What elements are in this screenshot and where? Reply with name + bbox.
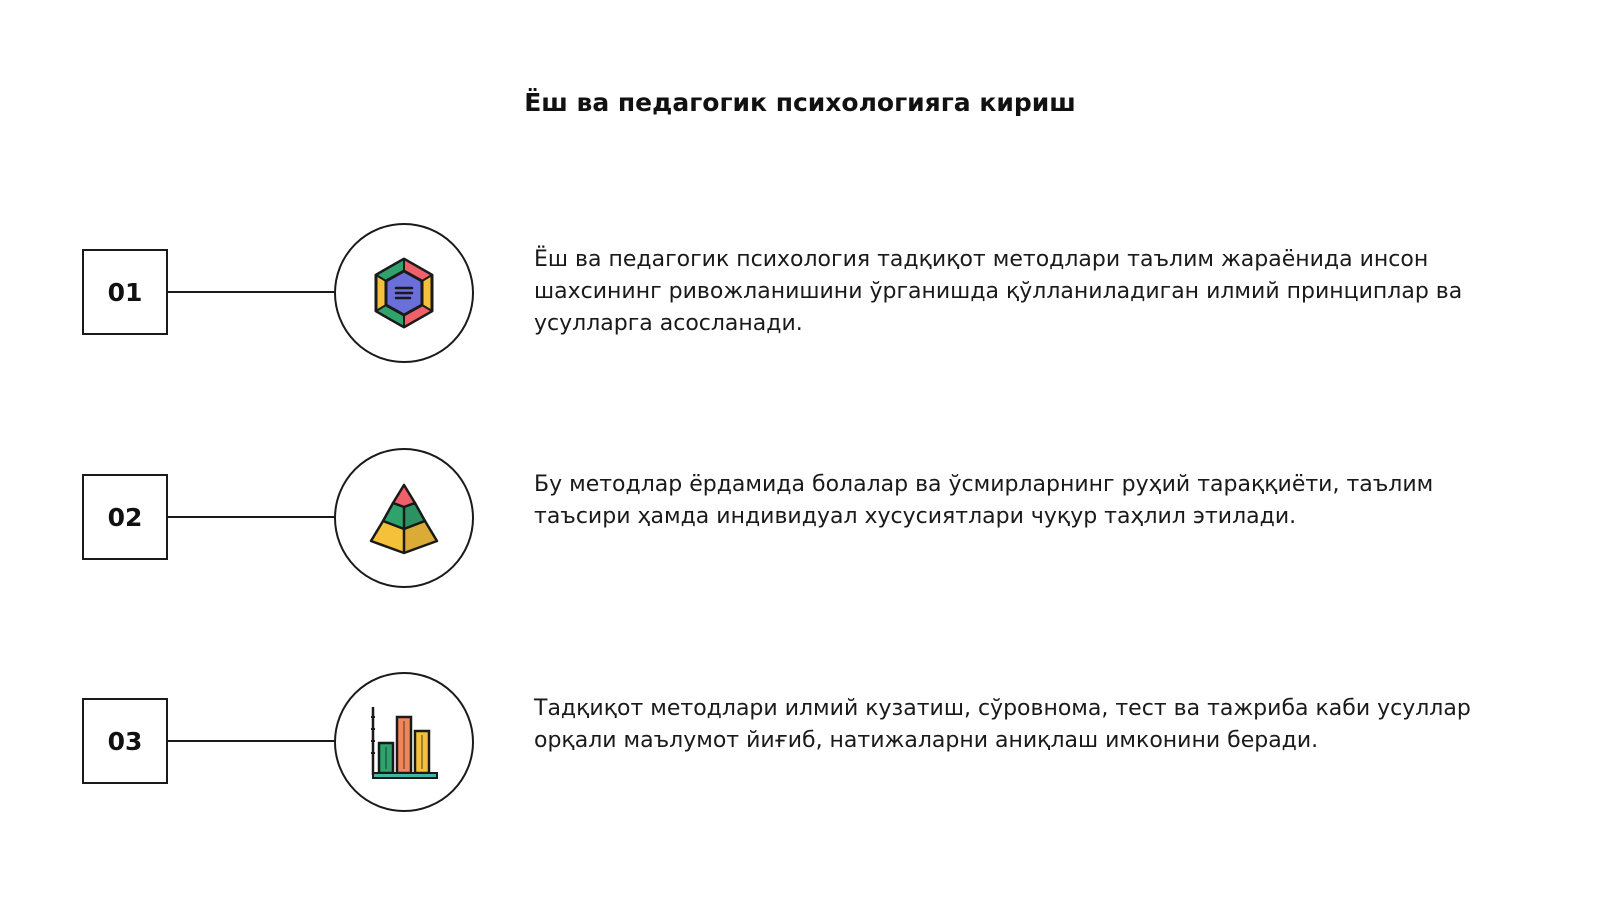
step-number-box: 01 [82, 249, 168, 335]
icon-circle [334, 448, 474, 588]
step-description: Бу методлар ёрдамида болалар ва ўсмирларнинг руҳий тараққиёти, таълим таъсири ҳамда индивидуал хусусиятлари чуқур таҳлил этилади. [534, 472, 1434, 529]
slide-title: Ёш ва педагогик психологияга кириш [524, 88, 1076, 117]
step-number-box: 03 [82, 698, 168, 784]
icon-circle [334, 672, 474, 812]
step-item-03 [0, 672, 1600, 812]
step-item-01 [0, 223, 1600, 363]
icon-circle [334, 223, 474, 363]
step-item-02 [0, 448, 1600, 588]
connector-line [168, 740, 334, 742]
step-number-box: 02 [82, 474, 168, 560]
connector-line [168, 291, 334, 293]
pyramid-icon [361, 475, 447, 561]
bar-chart-icon [361, 699, 447, 785]
hexagon-document-icon [364, 253, 444, 333]
connector-line [168, 516, 334, 518]
step-description: Ёш ва педагогик психология тадқиқот методлари таълим жараёнида инсон шахсининг ривожланишини ўрганишда қўлланиладиган илмий принциплар ва усулларга асосланади. [534, 247, 1463, 336]
step-description: Тадқиқот методлари илмий кузатиш, сўровнома, тест ва тажриба каби усуллар орқали маълумот йиғиб, натижаларни аниқлаш имконини беради. [534, 696, 1471, 753]
